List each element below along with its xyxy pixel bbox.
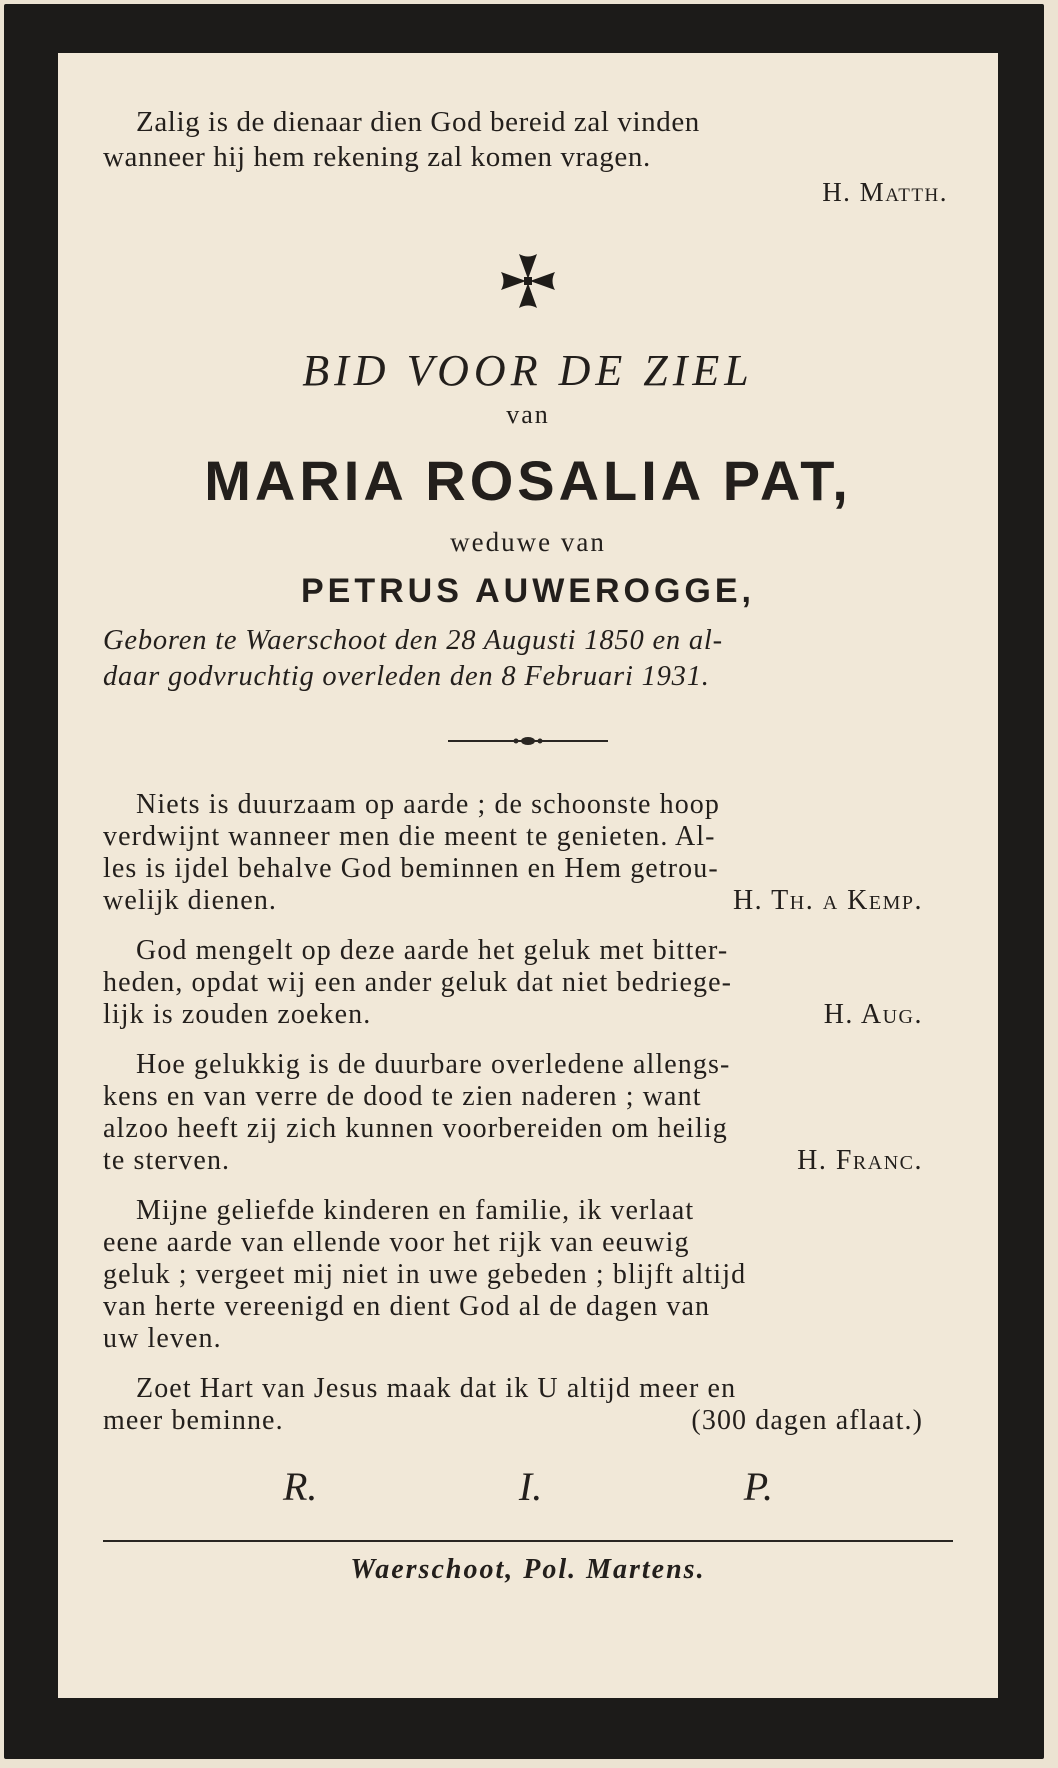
ornamental-divider [103,733,953,753]
motto-line-2: wanneer hij hem rekening zal komen vragen. [103,141,651,173]
printer-imprint: Waerschoot, Pol. Martens. [350,1554,706,1585]
quote-4-line: Mijne geliefde kinderen en familie, ik verlaat [136,1195,695,1226]
quote-5-last-text: meer beminne. [103,1405,284,1436]
footer-rule [103,1540,953,1542]
quote-3-line: Hoe gelukkig is de duurbare overledene allengs- [136,1049,731,1080]
quote-3-line: kens en van verre de dood te zien naderen ; want [103,1081,702,1112]
quote-4-line: van herte vereenigd en dient God al de dagen van [103,1291,711,1322]
rip-letter-i: I. [518,1464,543,1509]
quote-5-source: (300 dagen aflaat.) [691,1405,923,1436]
van-label: van [506,400,550,429]
quote-1 [103,789,953,917]
deceased-name: MARIA ROSALIA PAT, [204,449,852,512]
relation-label: weduwe van [450,527,606,557]
quote-1-line: Niets is duurzaam op aarde ; de schoonste hoop [136,789,721,820]
quote-5 [103,1373,953,1437]
quote-4-line: eene aarde van ellende voor het rijk van eeuwig [103,1227,690,1258]
memorial-card [4,4,1044,1759]
quote-1-last-line [103,885,953,917]
quote-4-last-text: uw leven. [103,1323,222,1354]
motto [103,105,953,210]
dates-line-2: daar godvruchtig overleden den 8 Februari 1931. [103,661,710,692]
quote-1-line: verdwijnt wanneer men die meent te genieten. Al- [103,821,716,852]
quote-4-last-line [103,1323,953,1355]
birth-death-dates [103,623,953,695]
quote-3-last-text: te sterven. [103,1145,231,1176]
quote-3 [103,1049,953,1177]
rip-letters [103,1463,953,1510]
dates-line-1: Geboren te Waerschoot den 28 Augusti 1850 en al- [103,625,723,656]
quote-2-line: God mengelt op deze aarde het geluk met bitter- [136,935,729,966]
motto-line-1: Zalig is de dienaar dien God bereid zal vinden [136,106,700,138]
rip-letter-p: P. [743,1464,773,1509]
quote-5-last-line [103,1405,953,1437]
maltese-cross-icon [497,250,559,312]
quote-2-line: heden, opdat wij een ander geluk dat niet bedriege- [103,967,733,998]
cross-container [103,250,953,320]
quote-2-last-text: lijk is zouden zoeken. [103,999,372,1030]
heading: BID VOOR DE ZIEL [302,346,754,395]
card-content [103,105,953,1586]
rip-letter-r: R. [283,1464,318,1509]
quote-3-last-line [103,1145,953,1177]
quote-1-last-text: welijk dienen. [103,885,278,916]
quote-1-source: H. Th. a Kemp. [732,885,923,916]
quote-2-source: H. Aug. [823,999,923,1030]
quote-1-line: les is ijdel behalve God beminnen en Hem getrou- [103,853,719,884]
card-paper [58,53,998,1698]
quote-2-last-line [103,999,953,1031]
quote-4-line: geluk ; vergeet mij niet in uwe gebeden ; blijft altijd [103,1259,747,1290]
motto-source: H. Matth. [822,177,948,207]
quote-4 [103,1195,953,1355]
quote-3-source: H. Franc. [797,1145,923,1176]
quote-5-line: Zoet Hart van Jesus maak dat ik U altijd meer en [136,1373,737,1404]
quote-3-line: alzoo heeft zij zich kunnen voorbereiden om heilig [103,1113,728,1144]
spouse-name: PETRUS AUWEROGGE, [301,572,755,610]
divider-ornament [438,734,618,748]
quote-2 [103,935,953,1031]
